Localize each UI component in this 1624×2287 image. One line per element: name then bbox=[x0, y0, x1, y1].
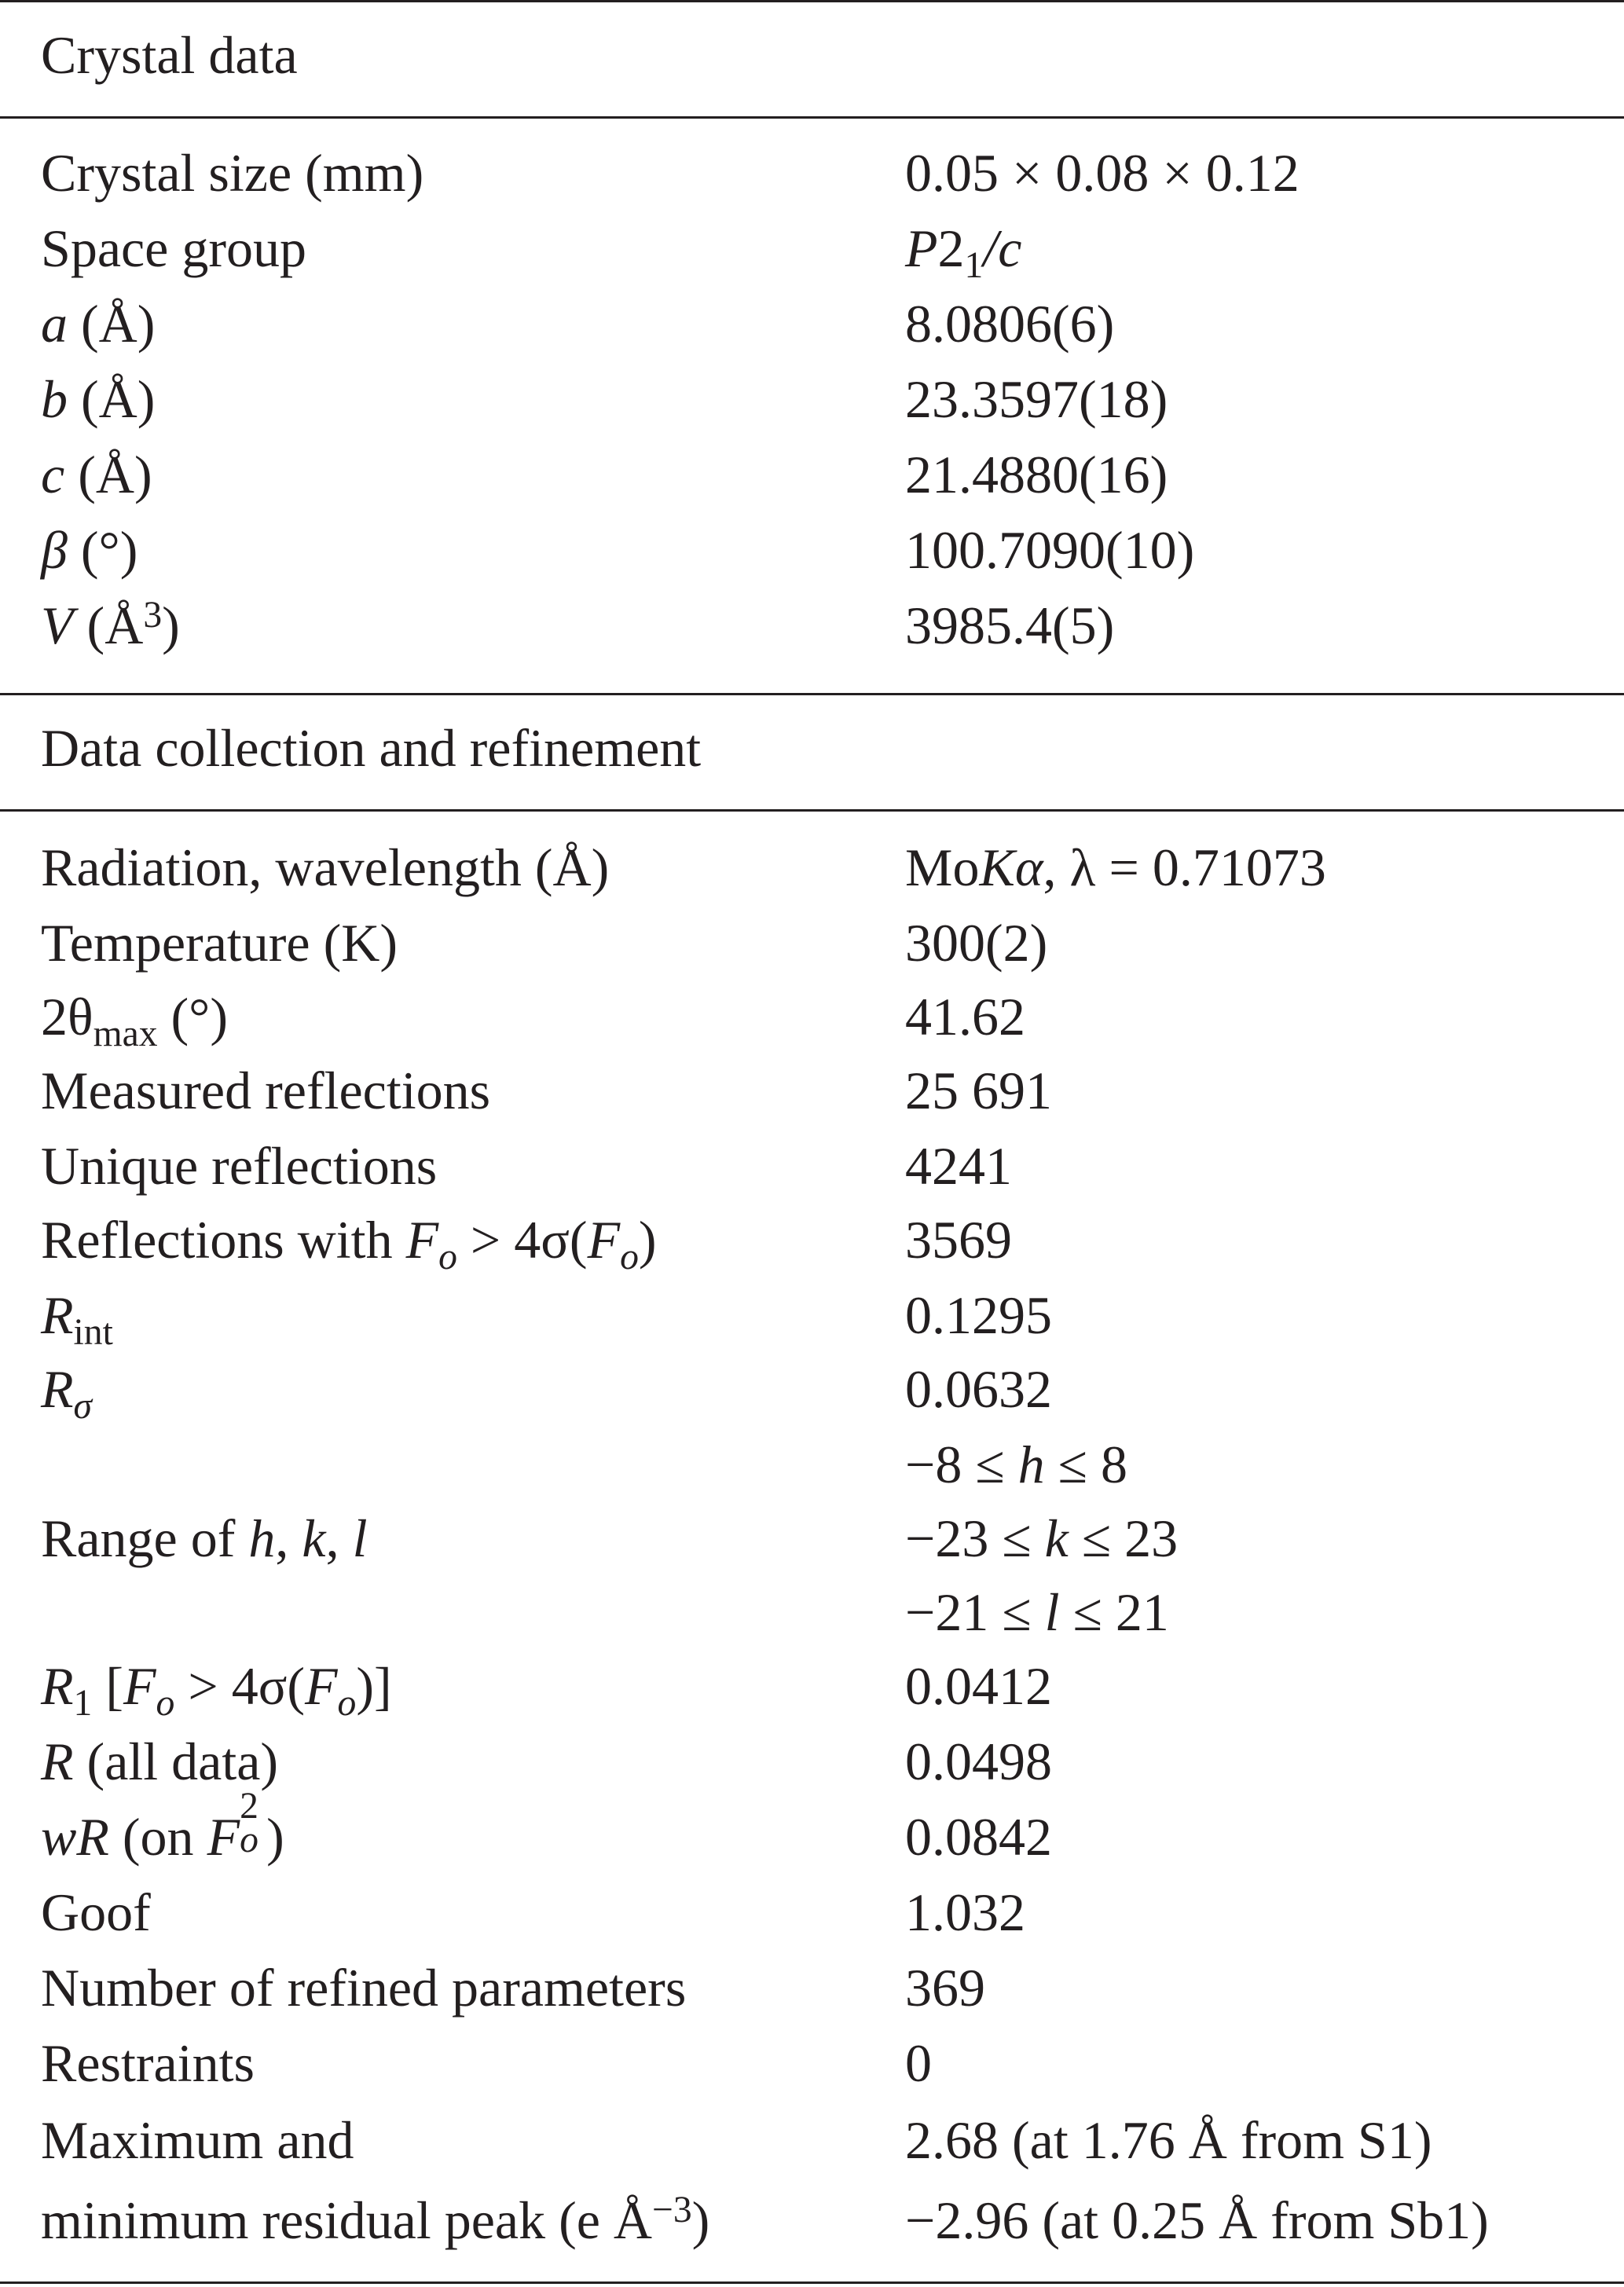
row-params-label bbox=[41, 1950, 686, 2025]
value: 23.3597(18) bbox=[905, 369, 1168, 429]
row-c-value bbox=[905, 437, 1168, 512]
rule-before-collection bbox=[0, 693, 1624, 695]
value: 41.62 bbox=[905, 987, 1025, 1046]
sym: R bbox=[41, 1359, 74, 1419]
row-reflections-with-label bbox=[41, 1202, 657, 1277]
sym: a bbox=[41, 294, 68, 354]
sub: o bbox=[240, 1820, 258, 1861]
row-measured-value bbox=[905, 1053, 1052, 1128]
end: )] bbox=[356, 1656, 392, 1716]
bottom-rule bbox=[0, 2282, 1624, 2284]
sym: β bbox=[41, 520, 68, 580]
label2-sup: −3 bbox=[652, 2189, 692, 2230]
section-collection bbox=[41, 710, 701, 786]
row-range-k-value bbox=[905, 1501, 1178, 1576]
sym: V bbox=[41, 596, 74, 655]
row-unique-value bbox=[905, 1128, 1012, 1204]
value: 0.1295 bbox=[905, 1285, 1052, 1345]
label: Number of refined parameters bbox=[41, 1958, 687, 2018]
value-post: , λ = 0.71073 bbox=[1043, 837, 1326, 897]
o1: o bbox=[156, 1683, 175, 1724]
sym: R bbox=[41, 1732, 74, 1791]
sym: b bbox=[41, 369, 68, 429]
unit-post: ) bbox=[162, 596, 180, 655]
row-r-sigma-label bbox=[41, 1351, 92, 1427]
value: 0.0632 bbox=[905, 1359, 1052, 1419]
row-radiation-value bbox=[905, 830, 1326, 905]
unit-pre: (Å bbox=[73, 596, 144, 655]
value-pre: Mo bbox=[905, 837, 980, 897]
post: ≤ 8 bbox=[1044, 1435, 1127, 1494]
pre: [ bbox=[92, 1656, 123, 1716]
sup: 2 bbox=[240, 1786, 258, 1827]
end: ) bbox=[266, 1807, 284, 1867]
row-range-label bbox=[41, 1501, 367, 1576]
label: Unique reflections bbox=[41, 1136, 438, 1196]
pre: 2θ bbox=[41, 987, 93, 1046]
row-residual-value-1 bbox=[905, 2102, 1432, 2178]
row-b-label bbox=[41, 361, 155, 437]
label: Radiation, wavelength (Å) bbox=[41, 837, 610, 897]
label2-post: ) bbox=[691, 2190, 710, 2250]
value-sub: 1 bbox=[964, 245, 984, 287]
unit: (°) bbox=[67, 520, 138, 580]
row-two-theta-label bbox=[41, 979, 228, 1054]
rule-after-crystal-heading bbox=[0, 116, 1624, 119]
h: h bbox=[248, 1508, 276, 1568]
row-space-group-value bbox=[905, 211, 1021, 286]
f: F bbox=[207, 1807, 240, 1867]
row-r-int-value bbox=[905, 1277, 1052, 1353]
o2: o bbox=[337, 1683, 357, 1724]
sub: 1 bbox=[73, 1683, 93, 1724]
post: ≤ 23 bbox=[1068, 1508, 1179, 1568]
value: 0.05 × 0.08 × 0.12 bbox=[905, 143, 1300, 203]
value: 0.0498 bbox=[905, 1732, 1052, 1791]
value: 3569 bbox=[905, 1210, 1012, 1270]
value2: −2.96 (at 0.25 Å from Sb1) bbox=[905, 2190, 1489, 2250]
row-c-label bbox=[41, 437, 152, 512]
var: k bbox=[1044, 1508, 1069, 1568]
row-r-sigma-value bbox=[905, 1351, 1052, 1427]
section-title: Data collection and refinement bbox=[41, 718, 702, 778]
rule-after-collection-heading bbox=[0, 809, 1624, 812]
f2: F bbox=[305, 1656, 338, 1716]
row-unique-label bbox=[41, 1128, 437, 1204]
sub: max bbox=[93, 1013, 158, 1055]
value: 21.4880(16) bbox=[905, 445, 1168, 504]
value-ka: Kα bbox=[979, 837, 1043, 897]
row-temperature-label bbox=[41, 905, 398, 980]
label2-pre: minimum residual peak (e Å bbox=[41, 2190, 653, 2250]
top-rule bbox=[0, 0, 1624, 2]
label: Reflections with bbox=[41, 1210, 406, 1270]
value: 0.0842 bbox=[905, 1807, 1052, 1867]
value: 300(2) bbox=[905, 913, 1048, 973]
label-pre: Range of bbox=[41, 1508, 249, 1568]
row-beta-label bbox=[41, 512, 137, 588]
label: Goof bbox=[41, 1882, 151, 1942]
var: l bbox=[1044, 1582, 1060, 1642]
value1: 2.68 (at 1.76 Å from S1) bbox=[905, 2110, 1432, 2170]
mid: > 4σ( bbox=[456, 1210, 588, 1270]
unit: (Å) bbox=[64, 445, 152, 504]
mid: > 4σ( bbox=[174, 1656, 305, 1716]
label: Space group bbox=[41, 218, 307, 278]
value: 100.7090(10) bbox=[905, 520, 1195, 580]
label: Crystal size (mm) bbox=[41, 143, 424, 203]
value: 3985.4(5) bbox=[905, 596, 1115, 655]
pre: (on bbox=[108, 1807, 207, 1867]
post: (°) bbox=[157, 987, 229, 1046]
o2: o bbox=[620, 1237, 639, 1278]
section-title: Crystal data bbox=[41, 25, 298, 85]
value: 1.032 bbox=[905, 1882, 1025, 1942]
value-rest: /c bbox=[983, 218, 1022, 278]
row-residual-value-2 bbox=[905, 2183, 1489, 2258]
pre: −23 ≤ bbox=[905, 1508, 1045, 1568]
row-space-group-label bbox=[41, 211, 306, 286]
row-crystal-size-label bbox=[41, 135, 423, 211]
row-beta-value bbox=[905, 512, 1194, 588]
unit: (Å) bbox=[68, 294, 156, 354]
row-a-value bbox=[905, 286, 1114, 361]
row-restraints-label bbox=[41, 2025, 255, 2101]
row-range-h-value bbox=[905, 1427, 1127, 1502]
row-goof-value bbox=[905, 1875, 1025, 1950]
sym: R bbox=[41, 1656, 74, 1716]
row-r1-label bbox=[41, 1648, 392, 1724]
rest: (all data) bbox=[73, 1732, 279, 1791]
l: l bbox=[352, 1508, 368, 1568]
unit: (Å) bbox=[68, 369, 156, 429]
value: 25 691 bbox=[905, 1061, 1052, 1120]
row-crystal-size-value bbox=[905, 135, 1300, 211]
row-a-label bbox=[41, 286, 155, 361]
sub: σ bbox=[73, 1386, 93, 1428]
var: h bbox=[1017, 1435, 1045, 1494]
row-radiation-label bbox=[41, 830, 609, 905]
row-r-all-value bbox=[905, 1724, 1052, 1799]
row-v-label bbox=[41, 588, 180, 663]
row-restraints-value bbox=[905, 2025, 932, 2101]
row-goof-label bbox=[41, 1875, 151, 1950]
row-r-int-label bbox=[41, 1277, 113, 1353]
sub: int bbox=[73, 1312, 113, 1354]
f1: F bbox=[123, 1656, 156, 1716]
section-crystal-data bbox=[41, 17, 298, 93]
sym: wR bbox=[41, 1807, 109, 1867]
label: Temperature (K) bbox=[41, 913, 398, 973]
row-v-value bbox=[905, 588, 1114, 663]
row-b-value bbox=[905, 361, 1168, 437]
post: ≤ 21 bbox=[1059, 1582, 1169, 1642]
pre: −21 ≤ bbox=[905, 1582, 1045, 1642]
k: k bbox=[302, 1508, 326, 1568]
sep1: , bbox=[275, 1508, 302, 1568]
row-residual-label-1 bbox=[41, 2102, 354, 2178]
row-residual-label-2 bbox=[41, 2183, 709, 2258]
value: 369 bbox=[905, 1958, 985, 2018]
row-two-theta-value bbox=[905, 979, 1025, 1054]
pre: −8 ≤ bbox=[905, 1435, 1018, 1494]
row-reflections-with-value bbox=[905, 1202, 1012, 1277]
unit-sup: 3 bbox=[143, 594, 163, 636]
sym: c bbox=[41, 445, 65, 504]
row-range-l-value bbox=[905, 1574, 1169, 1650]
value: 8.0806(6) bbox=[905, 294, 1115, 354]
row-measured-label bbox=[41, 1053, 490, 1128]
value-2: 2 bbox=[937, 218, 965, 278]
label: Measured reflections bbox=[41, 1061, 491, 1120]
o1: o bbox=[438, 1237, 457, 1278]
label1: Maximum and bbox=[41, 2110, 354, 2170]
row-r1-value bbox=[905, 1648, 1052, 1724]
sep2: , bbox=[325, 1508, 353, 1568]
label: Restraints bbox=[41, 2033, 255, 2093]
f1: F bbox=[405, 1210, 439, 1270]
row-params-value bbox=[905, 1950, 985, 2025]
end: ) bbox=[638, 1210, 657, 1270]
row-wr-label bbox=[41, 1786, 284, 1875]
row-temperature-value bbox=[905, 905, 1047, 980]
sym: R bbox=[41, 1285, 74, 1345]
value: 4241 bbox=[905, 1136, 1012, 1196]
value: 0 bbox=[905, 2033, 932, 2093]
sub-sup-stack bbox=[240, 1786, 266, 1861]
value: 0.0412 bbox=[905, 1656, 1052, 1716]
row-wr-value bbox=[905, 1799, 1052, 1875]
value-p: P bbox=[905, 218, 938, 278]
f2: F bbox=[587, 1210, 621, 1270]
